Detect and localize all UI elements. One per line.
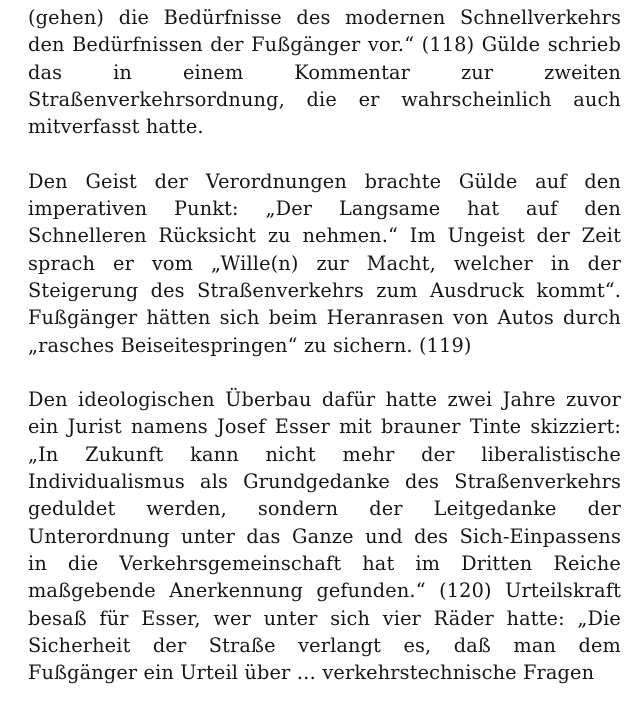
paragraph-3	[28, 386, 621, 686]
text-line: (gehen) die Bedürfnisse des modernen Schnellverkehrs	[28, 6, 621, 29]
document-page	[28, 4, 621, 714]
text-line: sprach er vom „Wille(n) zur Macht, welcher in der	[28, 251, 621, 275]
text-line: Fußgänger ein Urteil über … verkehrstechnische Fragen	[28, 661, 595, 685]
text-line: „rasches Beiseitespringen“ zu sichern. (119)	[28, 333, 472, 357]
text-line: Schnelleren Rücksicht zu nehmen.“ Im Ungeist der Zeit	[28, 224, 621, 248]
text-line: besaß für Esser, wer unter sich vier Räder hatte: „Die	[28, 606, 621, 630]
text-line: mitverfasst hatte.	[28, 115, 204, 139]
text-line: imperativen Punkt: „Der Langsame hat auf den	[28, 197, 621, 221]
text-line: das in einem Kommentar zur zweiten	[28, 60, 621, 84]
text-line: Individualismus als Grundgedanke des Straßenverkehrs	[28, 470, 621, 494]
text-line: ein Jurist namens Josef Esser mit brauner Tinte skizziert:	[28, 415, 621, 439]
text-line: Steigerung des Straßenverkehrs zum Ausdruck kommt“.	[28, 278, 621, 302]
paragraph-2	[28, 168, 621, 359]
text-line: den Bedürfnissen der Fußgänger vor.“ (118) Gülde schrieb	[28, 33, 621, 57]
text-line: Straßenverkehrsordnung, die er wahrscheinlich auch	[28, 87, 621, 111]
text-line: Den ideologischen Überbau dafür hatte zwei Jahre zuvor	[28, 388, 621, 412]
text-line: Den Geist der Verordnungen brachte Gülde auf den	[28, 169, 621, 193]
text-line: Unterordnung unter das Ganze und des Sich-Einpassens	[28, 524, 621, 548]
text-line: geduldet werden, sondern der Leitgedanke der	[28, 497, 621, 521]
text-line: in die Verkehrsgemeinschaft hat im Dritten Reiche	[28, 551, 621, 575]
text-line: Sicherheit der Straße verlangt es, daß man dem	[28, 633, 621, 657]
text-line: Fußgänger hätten sich beim Heranrasen von Autos durch	[28, 306, 621, 330]
text-line: „In Zukunft kann nicht mehr der liberalistische	[28, 442, 621, 466]
text-line: maßgebende Anerkennung gefunden.“ (120) Urteilskraft	[28, 579, 621, 603]
paragraph-1	[28, 4, 621, 140]
